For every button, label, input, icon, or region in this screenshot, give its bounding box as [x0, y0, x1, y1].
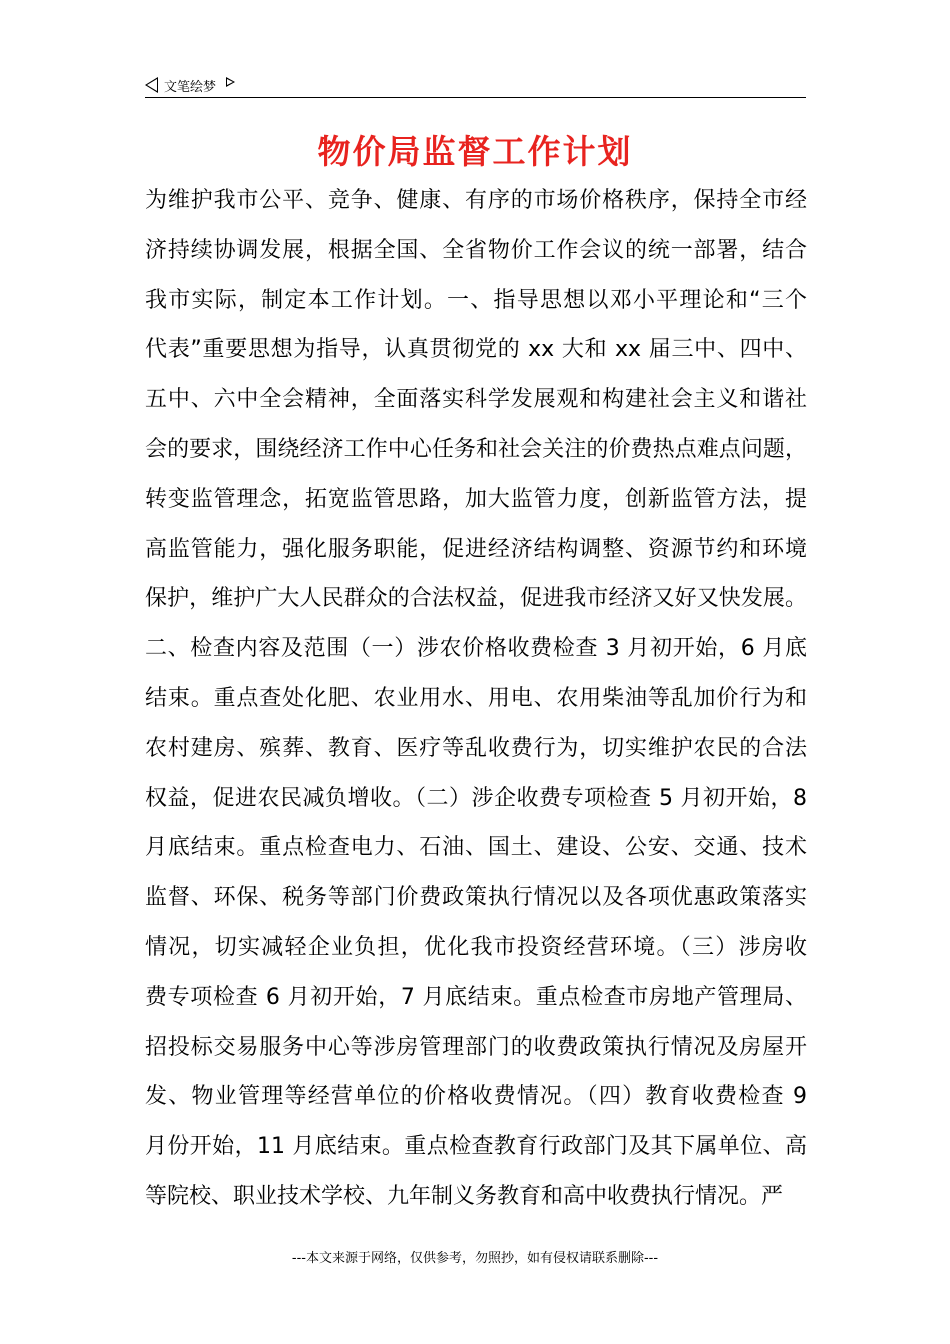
- body-line: 农村建房、殡葬、教育、医疗等乱收费行为，切实维护农民的合法: [145, 735, 807, 761]
- header-brand: 文笔绘梦: [164, 79, 217, 95]
- body-line: 济持续协调发展，根据全国、全省物价工作会议的统一部署，结合: [145, 237, 807, 263]
- body-line: 监督、环保、税务等部门价费政策执行情况以及各项优惠政策落实: [145, 885, 807, 911]
- body-line: 二、检查内容及范围（一）涉农价格收费检查 3 月初开始，6 月底: [145, 636, 807, 662]
- body-line: 月底结束。重点检查电力、石油、国土、建设、公安、交通、技术: [145, 835, 807, 861]
- document-body: [145, 176, 807, 1222]
- body-line: 高监管能力，强化服务职能，促进经济结构调整、资源节约和环境: [145, 536, 807, 562]
- triangle-right-icon: [226, 77, 235, 87]
- body-line: 权益，促进农民减负增收。（二）涉企收费专项检查 5 月初开始，8: [145, 785, 807, 811]
- body-line: 五中、六中全会精神，全面落实科学发展观和构建社会主义和谐社: [145, 387, 807, 413]
- body-line: 月份开始，11 月底结束。重点检查教育行政部门及其下属单位、高: [145, 1134, 807, 1160]
- page-header: [145, 74, 235, 96]
- body-line: 情况，切实减轻企业负担，优化我市投资经营环境。（三）涉房收: [145, 934, 807, 960]
- page-footer: ---本文来源于网络，仅供参考，勿照抄，如有侵权请联系删除---: [291, 1251, 659, 1266]
- body-line: 代表”重要思想为指导，认真贯彻党的 xx 大和 xx 届三中、四中、: [145, 337, 807, 363]
- triangle-left-icon: [145, 77, 158, 93]
- body-line: 保护，维护广大人民群众的合法权益，促进我市经济又好又快发展。: [145, 586, 807, 612]
- body-line: 转变监管理念，拓宽监管思路，加大监管力度，创新监管方法，提: [145, 486, 807, 512]
- body-line: 结束。重点查处化肥、农业用水、用电、农用柴油等乱加价行为和: [145, 685, 807, 711]
- header-divider: [145, 97, 806, 98]
- document-title: 物价局监督工作计划: [317, 132, 633, 171]
- body-line: 招投标交易服务中心等涉房管理部门的收费政策执行情况及房屋开: [145, 1034, 807, 1060]
- body-line: 发、物业管理等经营单位的价格收费情况。（四）教育收费检查 9: [145, 1084, 807, 1110]
- body-line: 费专项检查 6 月初开始，7 月底结束。重点检查市房地产管理局、: [145, 984, 807, 1010]
- body-line: 我市实际，制定本工作计划。一、指导思想以邓小平理论和“三个: [145, 287, 807, 313]
- body-line: 等院校、职业技术学校、九年制义务教育和高中收费执行情况。严: [145, 1183, 784, 1209]
- body-line: 为维护我市公平、竞争、健康、有序的市场价格秩序，保持全市经: [145, 188, 807, 213]
- body-line: 会的要求，围绕经济工作中心任务和社会关注的价费热点难点问题，: [145, 436, 807, 462]
